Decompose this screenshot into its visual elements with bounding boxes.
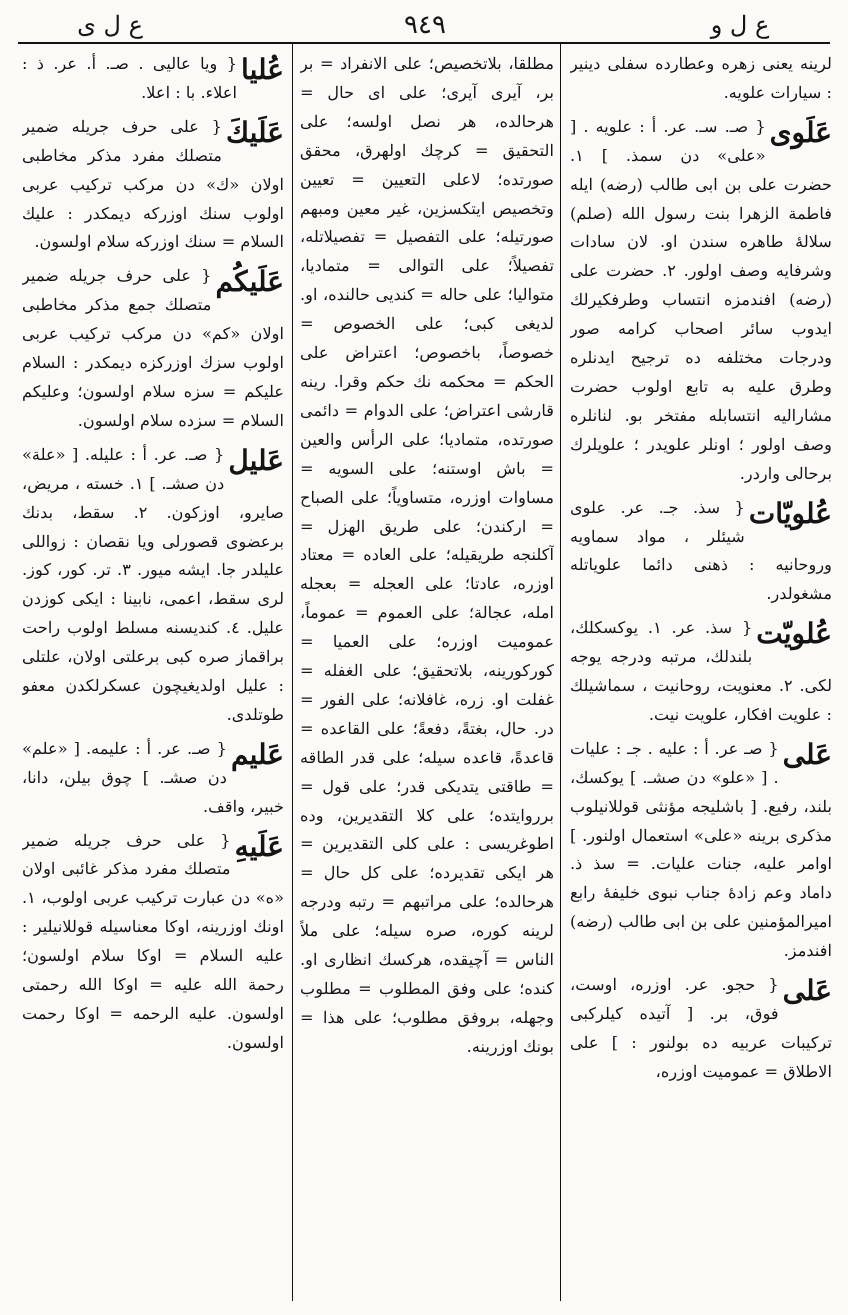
- entry-text: لرينه يعنى زهره وعطارده سفلى دينير : سيارات علويه.: [570, 54, 832, 102]
- entry-text: { على حرف جريله ضمير متصلك مفرد مذكر غائبى اولان «ه» دن عبارت تركيب عربى اولوب، ١. اونك اوزرينه، اوكا معناسيله قوللانيلير : عليه السلام = اوكا سلام اولسون؛ رحمة الله عليه = اوكا الله رحمتى اولسون. عليه الرحمه = اوكا رحمت اولسون.: [22, 830, 284, 1052]
- dictionary-entry: [22, 262, 284, 435]
- entry-headword: عَلَيكُم: [215, 265, 284, 299]
- dictionary-entry: [570, 735, 832, 966]
- dictionary-entry: [570, 971, 832, 1087]
- entry-text: { سذ. جـ. عر. علوى شيئلر ، مواد سماويه وروحانيه : ذهنى دائما علوياتله مشغولدر.: [570, 497, 832, 604]
- dictionary-entry: [22, 441, 284, 730]
- column-left: [22, 50, 284, 1302]
- entry-headword: عَليل: [228, 443, 284, 477]
- entry-text: { على حرف جريله ضمير متصلك مفرد مذكر مخاطبى اولان «ك» دن مركب تركيب عربى اولوب سنك اوزركه ديمكدر : عليك السلام = سنك اوزركه سلام اولسون.: [22, 116, 284, 252]
- entry-text: { صـ عر. أ : عليه . جـ : عليات . [ «علو» دن صشـ. ] يوكسك، بلند، رفيع. [ باشليجه مؤنثى قوللانيلوب مذكرى برينه «على» استعمال اولنور. ] اوامر عليه، جنات عليات. = سذ ذ. داماد وعم زادهٔ جناب نبوى خليفهٔ رابع اميرالمؤمنين على بن ابى طالب (رضه) افندمز.: [570, 738, 832, 961]
- left-guide-word: ع ل ى: [77, 11, 143, 39]
- header-rule: [18, 42, 830, 44]
- entry-headword: عُليا: [241, 53, 284, 86]
- dictionary-entry: [22, 50, 284, 108]
- right-guide-word: ع ل و: [710, 11, 770, 39]
- entry-text: { صـ. عر. أ : عليله. [ «علة» دن صشـ. ] ١. خسته ، مريض، صايرو، اوزكون. ٢. سقط، بدنك برعضوى قصورلى ويا نقصان : زواللى عليلدر جا. ايشه ميور. ٣. تر. كور، كوز. لرى سقط، اعمى، نابينا : ايكى كوزدن عليل. ٤. كنديسنه مسلط اولوب راحت براقماز صره كبى برعلتى اولان، علتلى : عليل اولديغيچون عسكرلكدن معفو طوتلدى.: [22, 444, 284, 724]
- entry-headword: عَلَوى: [769, 115, 832, 149]
- entry-text: مطلقا، بلاتخصيص؛ على الانفراد = بر بر، آيرى آيرى؛ على اى حال = هرحالده، هر نصل اولسه؛ على التحقيق = كرچك اولهرق، محقق صورتده؛ لاعلى التعيين = تعيين وتخصيص ايتكسزين، غير معين ومبهم صورتيله؛ على التفصيل = تفصيلاتله، تفصيلاً؛ على التوالى = متماديا، متواليا؛ على حاله = كنديى حالنده، او. لديغى كبى؛ على الخصوص = خصوصاً، باخصوص؛ اعتراض على الحكم = محكمه نك حكم وقرا. رينه قارشى اعتراض؛ على الدوام = دائمى صورتده، متماديا؛ على الرأس والعين = باش اوستنه؛ على السويه = مساوات اوزره، متساوياً؛ على الصباح = اركندن؛ على طريق الهزل = آكلنجه طريقيله؛ على العاده = معتاد اوزره، عادتا؛ على العجله = بعجله امله، عجالة؛ على العموم = عموماً، عموميت اوزره؛ على العميا = كوركورينه، بلاتحقيق؛ على الغفله = غفلت او. زره، غافلانه؛ على الفور = در. حال، بغتةً، دفعةً؛ على القاعده = قاعدةً، قاعده سيله؛ على قدر الطاقه = طاقتى يتديكى قدر؛ على قول = برروايتده؛ على كلا التقديرين، وده اطوغريسى : على كلى التقديرين = هر ايكى تقديرده؛ على كل حال = هرحالده؛ على مراتبهم = رتبه ودرجه لرينه كوره، صره سيله؛ على ملاً الناس = آچيقده، هركسك انظارى او. كنده؛ على وفق المطلوب = مطلوب وجهله، بروفق مطلوب؛ على هذا = بونك اوزرينه.: [300, 54, 554, 1056]
- dictionary-entry: [300, 50, 554, 1062]
- entry-headword: عَلى: [782, 737, 832, 771]
- entry-headword: عَليم: [230, 737, 284, 771]
- entry-text: { صـ. عر. أ : عليمه. [ «علم» دن صشـ. ] چوق بيلن، دانا، خبير، واقف.: [22, 738, 284, 816]
- entry-text: { على حرف جريله ضمير متصلك جمع مذكر مخاطبى اولان «كم» دن مركب تركيب عربى اولوب سزك اوزركزه ديمكدر : السلام عليكم = سزه سلام اولسون؛ وعليكم السلام = سزده سلام اولسون.: [22, 266, 284, 430]
- entry-text: { سذ. عر. ١. يوكسكلك، بلندلك، مرتبه ودرجه يوجه لكى. ٢. معنويت، روحانيت ، سماشيلك : علويت افكار، علويت نيت.: [570, 618, 832, 724]
- dictionary-entry: [570, 614, 832, 730]
- dictionary-entry: [570, 50, 832, 108]
- page-number: ٩٤٩: [404, 10, 446, 40]
- column-middle: [300, 50, 554, 1302]
- column-divider-left: [292, 44, 293, 1301]
- dictionary-entry: [22, 113, 284, 258]
- entry-headword: عُلويّات: [748, 496, 832, 530]
- entry-headword: عَلى: [782, 974, 832, 1008]
- page-header: [20, 8, 830, 42]
- dictionary-entry: [570, 494, 832, 610]
- entry-headword: عَلَيكَ: [225, 115, 284, 149]
- column-right: [570, 50, 832, 1302]
- entry-headword: عَلَيهِ: [234, 829, 284, 863]
- entry-text: { صـ. سـ. عر. أ : علويه . [ «على» دن سمذ. ] ١. حضرت على بن ابى طالب (رضه) ايله فاطمة الزهرا بنت رسول الله (صلم) سلالهٔ طاهره سندن او. لان سادات وشرفايه وصف اولور. ٢. حضرت على (رضه) افندمزه انتساب وطرفكيرلك ايدوب سائر اصحاب كرامه صور ودرجات مختلفه ده ترجيح ايدنلره وطرق عليه به تابع اولوب حضرت مشاراليه انتسابله مفتخر بو. لنانلره وصف اولور ؛ اونلر علويدر ؛ علويلرك برحالى واردر.: [570, 116, 832, 483]
- dictionary-entry: [22, 827, 284, 1058]
- dictionary-entry: [570, 113, 832, 489]
- dictionary-entry: [22, 735, 284, 822]
- column-divider-right: [560, 44, 561, 1301]
- entry-text: { حجو. عر. اوزره، اوست، فوق، بر. [ آتيده كيلركبى تركيبات عربيه ده بولنور : ] على الاطلاق = عموميت اوزره،: [570, 975, 832, 1081]
- entry-headword: عُلويّت: [756, 617, 832, 651]
- entry-text: { ويا عاليى . صـ. أ. عر. ذ : اعلاء. با : اعلا.: [22, 54, 238, 102]
